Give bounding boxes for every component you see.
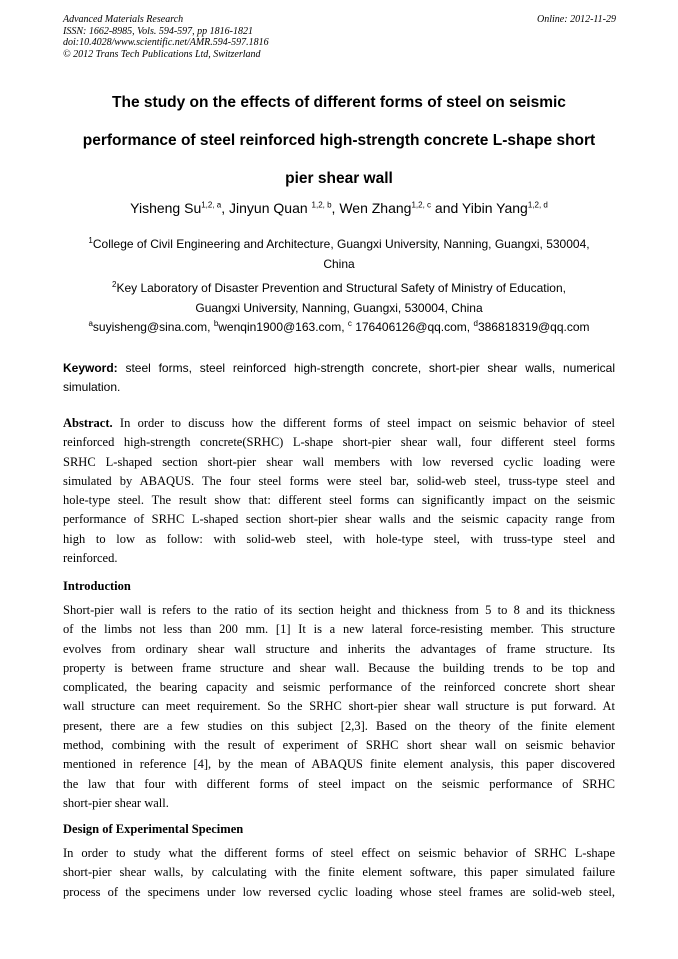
- email-sup: b: [213, 319, 219, 328]
- affiliation-sup: 1: [88, 236, 93, 245]
- abstract-line: simulated by ABAQUS. The four steel forms were steel bar, solid-web steel, truss-type steel and: [63, 473, 615, 488]
- author-sup: 1,2, b: [311, 200, 332, 210]
- abstract: [63, 414, 615, 568]
- abstract-line: In order to discuss how the different forms of steel impact on seismic behavior of steel: [112, 416, 615, 430]
- author-name: Jinyun Quan: [229, 200, 312, 216]
- affiliation-text: Key Laboratory of Disaster Prevention and Structural Safety of Ministry of Education,: [116, 281, 566, 295]
- introduction-body: [63, 601, 615, 813]
- email-address: 176406126@qq.com,: [351, 320, 474, 334]
- keyword-text: simulation.: [63, 380, 121, 394]
- journal-name: Advanced Materials Research: [63, 14, 184, 25]
- design-line: short-pier shear walls, by calculating with the finite element software, this paper simulated failure: [63, 865, 615, 880]
- abstract-line: high to low as follow: with solid-web steel, with hole-type steel, with truss-type steel and: [63, 531, 615, 546]
- intro-line: property is between frame structure and shear wall. Because the building trends to be top and: [63, 660, 615, 675]
- author-sup: 1,2, d: [527, 200, 548, 210]
- design-line: process of the specimens under low reversed cyclic loading whose steel frames are solid-web steel,: [63, 884, 615, 899]
- title-line: performance of steel reinforced high-strength concrete L-shape short: [82, 132, 596, 149]
- intro-line: complicated, the bearing capacity and seismic performance of the reinforced concrete short shear: [63, 680, 615, 695]
- email-sup: c: [347, 319, 352, 328]
- online-date: Online: 2012-11-29: [537, 14, 616, 25]
- abstract-line: hole-type steel. The result show that: different steel forms can significantly impact on the seismic: [63, 493, 615, 508]
- author-sep: ,: [221, 200, 230, 216]
- email-address: 386818319@qq.com: [477, 320, 590, 334]
- author-name: Wen Zhang: [339, 200, 412, 216]
- email-list: [40, 320, 638, 334]
- abstract-line: SRHC L-shaped section short-pier shear wall members with low reversed cyclic loading were: [63, 454, 615, 469]
- keyword-label: Keyword:: [63, 361, 118, 375]
- design-body: [63, 844, 615, 902]
- author-sup: 1,2, a: [201, 200, 222, 210]
- abstract-line: performance of SRHC L-shaped section short-pier shear walls and the seismic capacity range from: [63, 512, 615, 527]
- affiliation-text: Guangxi University, Nanning, Guangxi, 530004, China: [195, 301, 483, 315]
- intro-line: evolves from ordinary shear wall structure and inherits the advantages of frame structure. Its: [63, 641, 615, 656]
- affiliation-text: College of Civil Engineering and Architecture, Guangxi University, Nanning, Guangxi, 530004,: [92, 237, 590, 251]
- email-address: suyisheng@sina.com,: [92, 320, 214, 334]
- author-name: Yibin Yang: [461, 200, 528, 216]
- intro-line: method, combining with the result of experiment of SRHC short shear wall on seismic behavior: [63, 738, 615, 753]
- intro-line: of the limbs not less than 200 mm. [1] It is a new lateral force-resisting member. This structure: [63, 622, 615, 637]
- design-line: In order to study what the different forms of steel effect on seismic behavior of SRHC L-shape: [63, 846, 615, 860]
- author-sep: and: [431, 200, 462, 216]
- email-sup: d: [473, 319, 478, 328]
- email-address: wenqin1900@163.com,: [218, 320, 348, 334]
- intro-line: wall structure can meet requirement. So the SRHC short-pier shear wall structure is put forward. At: [63, 699, 615, 714]
- author-name: Yisheng Su: [130, 200, 202, 216]
- keyword-text: steel forms, steel reinforced high-strength concrete, short-pier shear walls, numerical: [117, 361, 615, 375]
- intro-line: short-pier shear wall.: [63, 795, 169, 810]
- abstract-line: reinforced.: [63, 551, 118, 566]
- keywords: [63, 359, 615, 397]
- author-sep: ,: [331, 200, 340, 216]
- paper-title: [40, 84, 638, 198]
- copyright-line: © 2012 Trans Tech Publications Ltd, Switzerland: [63, 48, 261, 60]
- abstract-label: Abstract.: [63, 416, 113, 430]
- section-heading-design: Design of Experimental Specimen: [63, 822, 244, 836]
- affiliation-2: [40, 278, 638, 318]
- email-sup: a: [88, 319, 93, 328]
- affiliation-text: China: [323, 257, 355, 271]
- issn-line: ISSN: 1662-8985, Vols. 594-597, pp 1816-1821: [63, 25, 253, 37]
- section-heading-introduction: Introduction: [63, 579, 131, 593]
- abstract-line: reinforced high-strength concrete(SRHC) L-shape short-pier shear wall, four different steel forms: [63, 435, 615, 450]
- intro-line: present, there are a few studies on this subject [2,3]. Based on the theory of the finite element: [63, 718, 615, 733]
- intro-line: the law that four with different forms of steel impact on the seismic performance of SRHC: [63, 776, 615, 791]
- intro-line: mentioned in reference [4], by the mean of ABAQUS finite element analysis, this paper discovered: [63, 757, 615, 772]
- title-line: pier shear wall: [285, 170, 393, 187]
- doi-line: doi:10.4028/www.scientific.net/AMR.594-597.1816: [63, 37, 269, 48]
- author-sup: 1,2, c: [411, 200, 432, 210]
- author-list: [40, 200, 638, 216]
- journal-header: [63, 14, 616, 60]
- intro-line: Short-pier wall is refers to the ratio of its section height and thickness from 5 to 8 and its thickness: [63, 603, 615, 617]
- title-line: The study on the effects of different forms of steel on seismic: [112, 94, 566, 111]
- affiliation-1: [40, 234, 638, 274]
- affiliation-sup: 2: [111, 280, 117, 289]
